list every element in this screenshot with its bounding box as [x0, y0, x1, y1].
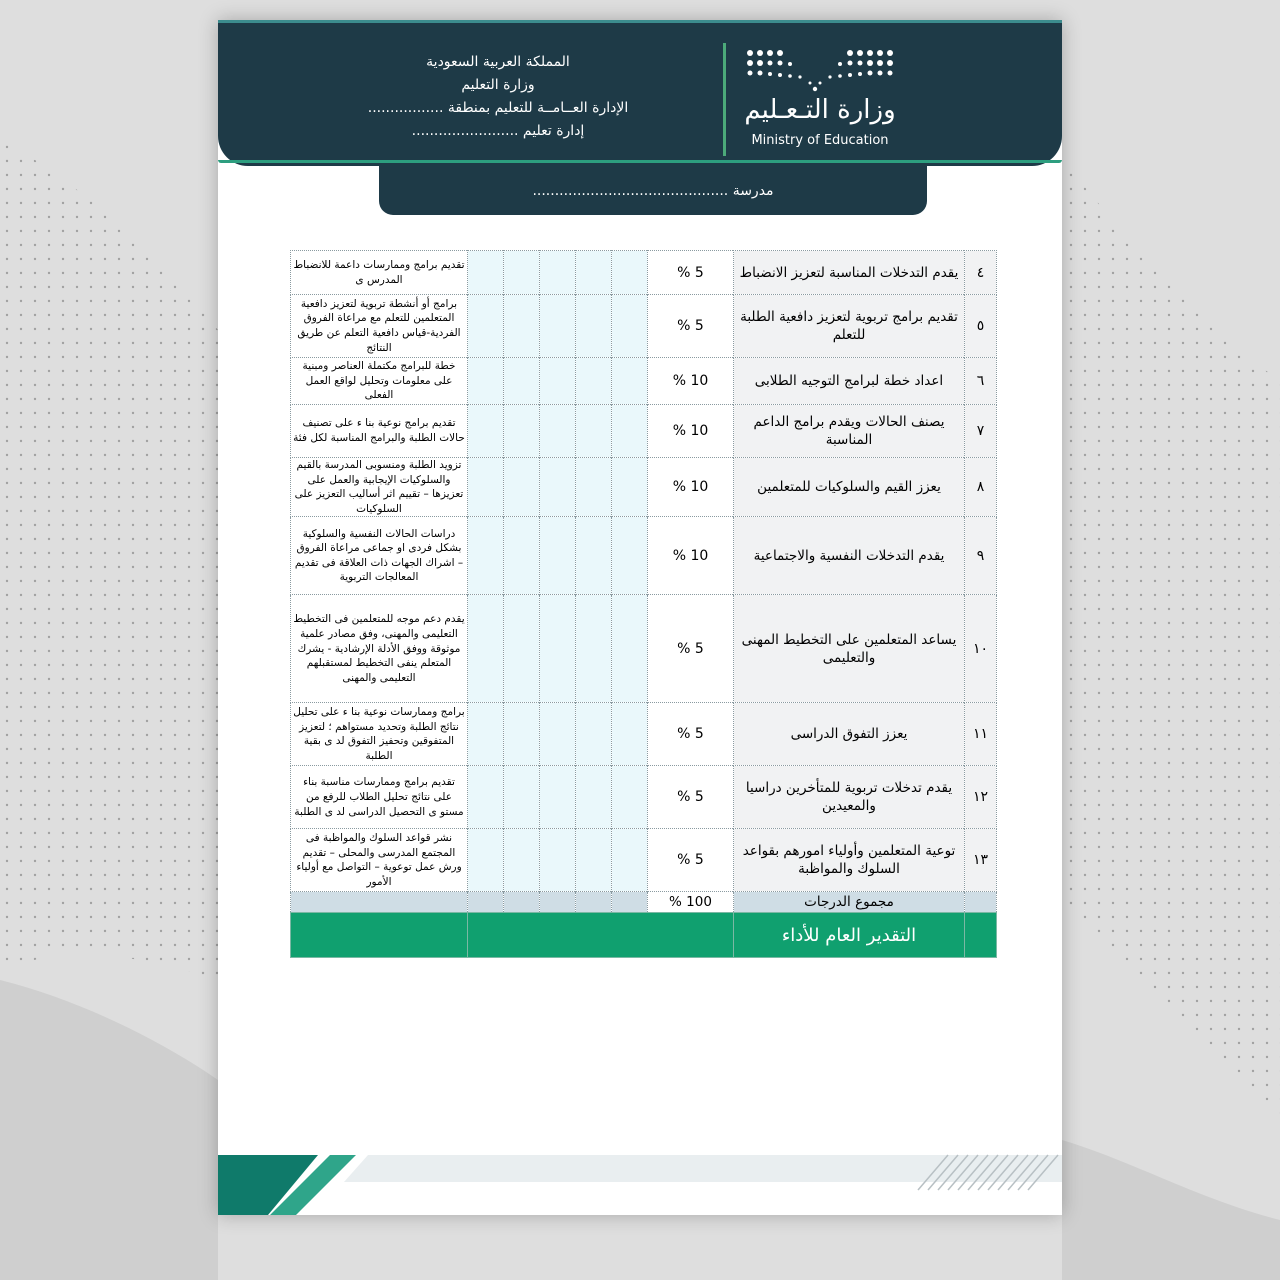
total-score-cell[interactable]: [468, 892, 504, 913]
score-cell[interactable]: [576, 358, 612, 405]
score-cell[interactable]: [504, 517, 540, 595]
score-cell[interactable]: [504, 295, 540, 358]
score-cell[interactable]: [612, 766, 648, 829]
school-name-bar: [379, 163, 927, 215]
indicator-cell: برامج أو أنشطة تربوية لتعزيز دافعية المتعلمين للتعلم مع مراعاة الفروق الفردية-قياس دافعية التعلم عن طريق النتائج: [291, 295, 468, 358]
header-education-admin: إدارة تعليم ........................: [411, 123, 585, 139]
score-cell[interactable]: [504, 829, 540, 892]
score-cell[interactable]: [540, 595, 576, 703]
score-cell[interactable]: [576, 829, 612, 892]
score-cell[interactable]: [504, 458, 540, 517]
criterion-cell: يقدم التدخلات المناسبة لتعزيز الانضباط: [734, 251, 965, 295]
score-cell[interactable]: [612, 405, 648, 458]
table-row: [291, 458, 997, 517]
total-score-cell[interactable]: [576, 892, 612, 913]
score-cell[interactable]: [540, 829, 576, 892]
indicator-cell: تزويد الطلبة ومنسوبى المدرسة بالقيم والسلوكيات الإيجابية والعمل على تعزيزها – تقييم اثر أساليب التعزيز على السلوكيات: [291, 458, 468, 517]
criterion-cell: يساعد المتعلمين على التخطيط المهنى والتعليمى: [734, 595, 965, 703]
score-cell[interactable]: [612, 517, 648, 595]
table-row: [291, 358, 997, 405]
criterion-cell: يعزز القيم والسلوكيات للمتعلمين: [734, 458, 965, 517]
table-row: [291, 703, 997, 766]
weight-cell: 10 %: [648, 358, 734, 405]
score-cell[interactable]: [504, 595, 540, 703]
score-cell[interactable]: [504, 405, 540, 458]
indicator-cell: نشر قواعد السلوك والمواظبة فى المجتمع المدرسى والمحلى – تقديم ورش عمل توعوية – التواصل مع أولياء الأمور: [291, 829, 468, 892]
score-cell[interactable]: [468, 517, 504, 595]
score-cell[interactable]: [540, 703, 576, 766]
indicator-cell: يقدم دعم موجه للمتعلمين فى التخطيط التعليمى والمهنى، وفق مصادر علمية موثوقة ووفق الأدلة الإرشادية - يشرك المتعلم ينفى التخطيط لمستقبلهم التعليمى والمهنى: [291, 595, 468, 703]
score-cell[interactable]: [612, 829, 648, 892]
score-cell[interactable]: [540, 251, 576, 295]
score-cell[interactable]: [612, 703, 648, 766]
row-number: ١١: [965, 703, 997, 766]
score-cell[interactable]: [540, 458, 576, 517]
logo-english-name: Ministry of Education: [751, 133, 889, 148]
score-cell[interactable]: [468, 358, 504, 405]
total-weight: 100 %: [648, 892, 734, 913]
row-number: ٧: [965, 405, 997, 458]
indicator-cell: تقديم برامج وممارسات مناسبة بناء على نتائج تحليل الطلاب للرفع من مستو ى التحصيل الدراسى لد ى الطلبة: [291, 766, 468, 829]
header-ministry: وزارة التعليم: [461, 77, 535, 93]
row-number: ١٣: [965, 829, 997, 892]
ministry-logo: [740, 45, 900, 160]
criterion-cell: تقديم برامج تربوية لتعزيز دافعية الطلبة للتعلم: [734, 295, 965, 358]
score-cell[interactable]: [504, 358, 540, 405]
total-row: [291, 892, 997, 913]
score-cell[interactable]: [540, 405, 576, 458]
score-cell[interactable]: [612, 595, 648, 703]
weight-cell: 5 %: [648, 251, 734, 295]
criterion-cell: يقدم التدخلات النفسية والاجتماعية: [734, 517, 965, 595]
score-cell[interactable]: [468, 703, 504, 766]
score-cell[interactable]: [576, 295, 612, 358]
score-cell[interactable]: [612, 358, 648, 405]
weight-cell: 5 %: [648, 703, 734, 766]
criterion-cell: توعية المتعلمين وأولياء امورهم بقواعد السلوك والمواظبة: [734, 829, 965, 892]
header-country: المملكة العربية السعودية: [426, 54, 570, 70]
score-cell[interactable]: [504, 703, 540, 766]
total-indicator-cell: [291, 892, 468, 913]
total-label: مجموع الدرجات: [734, 892, 965, 913]
weight-cell: 10 %: [648, 405, 734, 458]
score-cell[interactable]: [468, 766, 504, 829]
overall-indicator-cell: [291, 913, 468, 958]
score-cell[interactable]: [540, 358, 576, 405]
score-cell[interactable]: [504, 251, 540, 295]
document-page: [218, 20, 1062, 1215]
score-cell[interactable]: [504, 766, 540, 829]
table-row: [291, 295, 997, 358]
weight-cell: 5 %: [648, 295, 734, 358]
indicator-cell: تقديم برامج نوعية بنا ء على تصنيف حالات الطلبة والبرامج المناسبة لكل فئة: [291, 405, 468, 458]
header-general-admin: الإدارة العــامــة للتعليم بمنطقة .................: [367, 100, 629, 116]
score-cell[interactable]: [468, 405, 504, 458]
weight-cell: 5 %: [648, 829, 734, 892]
score-cell[interactable]: [540, 295, 576, 358]
criterion-cell: اعداد خطة لبرامج التوجيه الطلابى: [734, 358, 965, 405]
criterion-cell: يقدم تدخلات تربوية للمتأخرين دراسيا والمعيدين: [734, 766, 965, 829]
logo-arabic-name: وزارة التـعـليم: [744, 95, 896, 125]
footer-decoration: [218, 1150, 1062, 1215]
score-cell[interactable]: [612, 295, 648, 358]
table-row: [291, 766, 997, 829]
weight-cell: 10 %: [648, 517, 734, 595]
indicator-cell: خطة للبرامج مكتملة العناصر ومبنية على معلومات وتحليل لواقع العمل الفعلى: [291, 358, 468, 405]
indicator-cell: تقديم برامج وممارسات داعمة للانضباط المدرس ى: [291, 251, 468, 295]
weight-cell: 5 %: [648, 595, 734, 703]
row-number: ٩: [965, 517, 997, 595]
score-cell[interactable]: [576, 458, 612, 517]
row-number: ١٠: [965, 595, 997, 703]
logo-dots-icon: [740, 45, 900, 95]
score-cell[interactable]: [576, 405, 612, 458]
school-name-field: مدرسة ............................................: [532, 183, 774, 199]
evaluation-table: [290, 250, 997, 958]
header-divider: [723, 43, 726, 156]
total-score-cell[interactable]: [612, 892, 648, 913]
score-cell[interactable]: [576, 251, 612, 295]
table-row: [291, 829, 997, 892]
score-cell[interactable]: [576, 766, 612, 829]
indicator-cell: برامج وممارسات نوعية بنا ء على تحليل نتائج الطلبة وتحديد مستواهم ؛ لتعزيز المتفوقين وتحفيز التفوق لد ى بقية الطلبة: [291, 703, 468, 766]
row-number: ٨: [965, 458, 997, 517]
total-score-cell[interactable]: [540, 892, 576, 913]
overall-rating-row: [291, 913, 997, 958]
indicator-cell: دراسات الحالات النفسية والسلوكية بشكل فردى او جماعى مراعاة الفروق – اشراك الجهات ذات العلاقة فى تقديم المعالجات التربوية: [291, 517, 468, 595]
table-row: [291, 517, 997, 595]
overall-rating-label: التقدير العام للأداء: [734, 913, 965, 958]
total-score-cell[interactable]: [504, 892, 540, 913]
row-number: ٥: [965, 295, 997, 358]
score-cell[interactable]: [468, 458, 504, 517]
score-cell[interactable]: [576, 517, 612, 595]
criterion-cell: يعزز التفوق الدراسى: [734, 703, 965, 766]
table-row: [291, 595, 997, 703]
score-cell[interactable]: [468, 829, 504, 892]
table-row: [291, 251, 997, 295]
row-number: ١٢: [965, 766, 997, 829]
score-cell[interactable]: [612, 251, 648, 295]
score-cell[interactable]: [540, 766, 576, 829]
total-number-cell: [965, 892, 997, 913]
overall-rating-value[interactable]: [468, 913, 734, 958]
score-cell[interactable]: [540, 517, 576, 595]
weight-cell: 10 %: [648, 458, 734, 517]
score-cell[interactable]: [468, 595, 504, 703]
score-cell[interactable]: [576, 703, 612, 766]
overall-number-cell: [965, 913, 997, 958]
score-cell[interactable]: [468, 251, 504, 295]
score-cell[interactable]: [576, 595, 612, 703]
header-text-block: [338, 51, 658, 143]
score-cell[interactable]: [468, 295, 504, 358]
weight-cell: 5 %: [648, 766, 734, 829]
header-banner: [218, 20, 1062, 166]
table-row: [291, 405, 997, 458]
criterion-cell: يصنف الحالات ويقدم برامج الداعم المناسبة: [734, 405, 965, 458]
row-number: ٤: [965, 251, 997, 295]
row-number: ٦: [965, 358, 997, 405]
score-cell[interactable]: [612, 458, 648, 517]
